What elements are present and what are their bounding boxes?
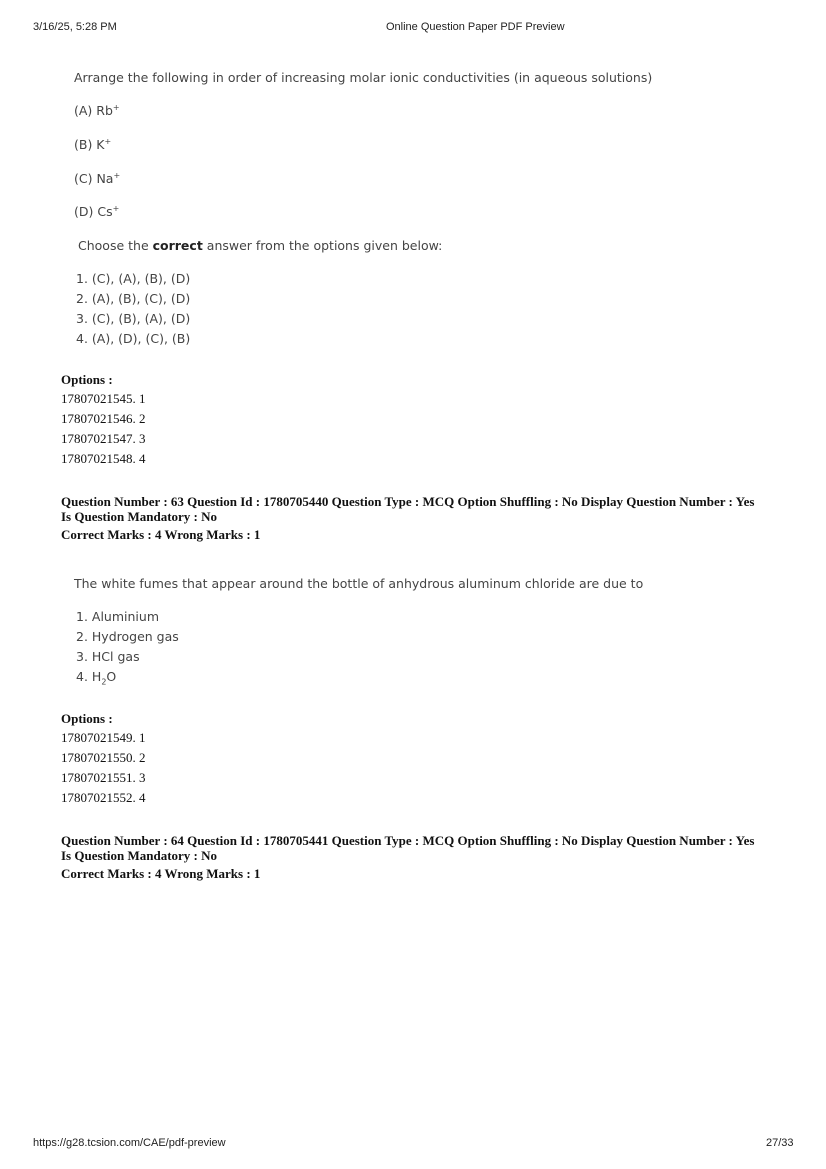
question-text: Arrange the following in order of increasing molar ionic conductivities (in aqueous solutions) <box>74 70 653 85</box>
option-id: 17807021550. 2 <box>61 750 146 765</box>
option-id: 17807021545. 1 <box>61 391 146 406</box>
option-id: 17807021549. 1 <box>61 730 146 745</box>
page-url: https://g28.tcsion.com/CAE/pdf-preview <box>33 1137 226 1149</box>
answer-choice: 1. (C), (A), (B), (D) <box>76 271 191 286</box>
item-c: (C) Na+ <box>74 170 121 186</box>
answer-choice: 4. $H_2O$ <box>76 669 117 687</box>
answer-choice: 4. (A), (D), (C), (B) <box>76 331 191 346</box>
question-text: The white fumes that appear around the bottle of anhydrous aluminum chloride are due to <box>74 576 644 591</box>
question-marks: Correct Marks : 4 Wrong Marks : 1 <box>61 866 261 881</box>
question-mandatory: Is Question Mandatory : No <box>61 509 218 524</box>
answer-choice: 3. HCl gas <box>76 649 140 664</box>
item-a: (A) Rb+ <box>74 102 120 118</box>
choose-instruction: Choose the correct answer from the options given below: <box>78 238 443 253</box>
answer-choice: 3. (C), (B), (A), (D) <box>76 311 191 326</box>
item-d: (D) Cs+ <box>74 203 120 219</box>
page-number: 27/33 <box>766 1137 794 1149</box>
question-mandatory: Is Question Mandatory : No <box>61 848 218 863</box>
page-title: Online Question Paper PDF Preview <box>386 21 565 33</box>
option-id: 17807021551. 3 <box>61 770 146 785</box>
answer-choice: 2. Hydrogen gas <box>76 629 179 644</box>
answer-choice: 1. Aluminium <box>76 609 159 624</box>
options-label: Options : <box>61 372 113 387</box>
print-datetime: 3/16/25, 5:28 PM <box>33 21 117 33</box>
options-label: Options : <box>61 711 113 726</box>
question-meta: Question Number : 63 Question Id : 1780705440 Question Type : MCQ Option Shuffling : No Display Question Number : Yes <box>61 494 755 509</box>
option-id: 17807021547. 3 <box>61 431 146 446</box>
option-id: 17807021552. 4 <box>61 790 146 805</box>
answer-choice: 2. (A), (B), (C), (D) <box>76 291 191 306</box>
item-b: (B) K+ <box>74 136 112 152</box>
option-id: 17807021548. 4 <box>61 451 146 466</box>
option-id: 17807021546. 2 <box>61 411 146 426</box>
question-marks: Correct Marks : 4 Wrong Marks : 1 <box>61 527 261 542</box>
question-meta: Question Number : 64 Question Id : 1780705441 Question Type : MCQ Option Shuffling : No Display Question Number : Yes <box>61 833 755 848</box>
